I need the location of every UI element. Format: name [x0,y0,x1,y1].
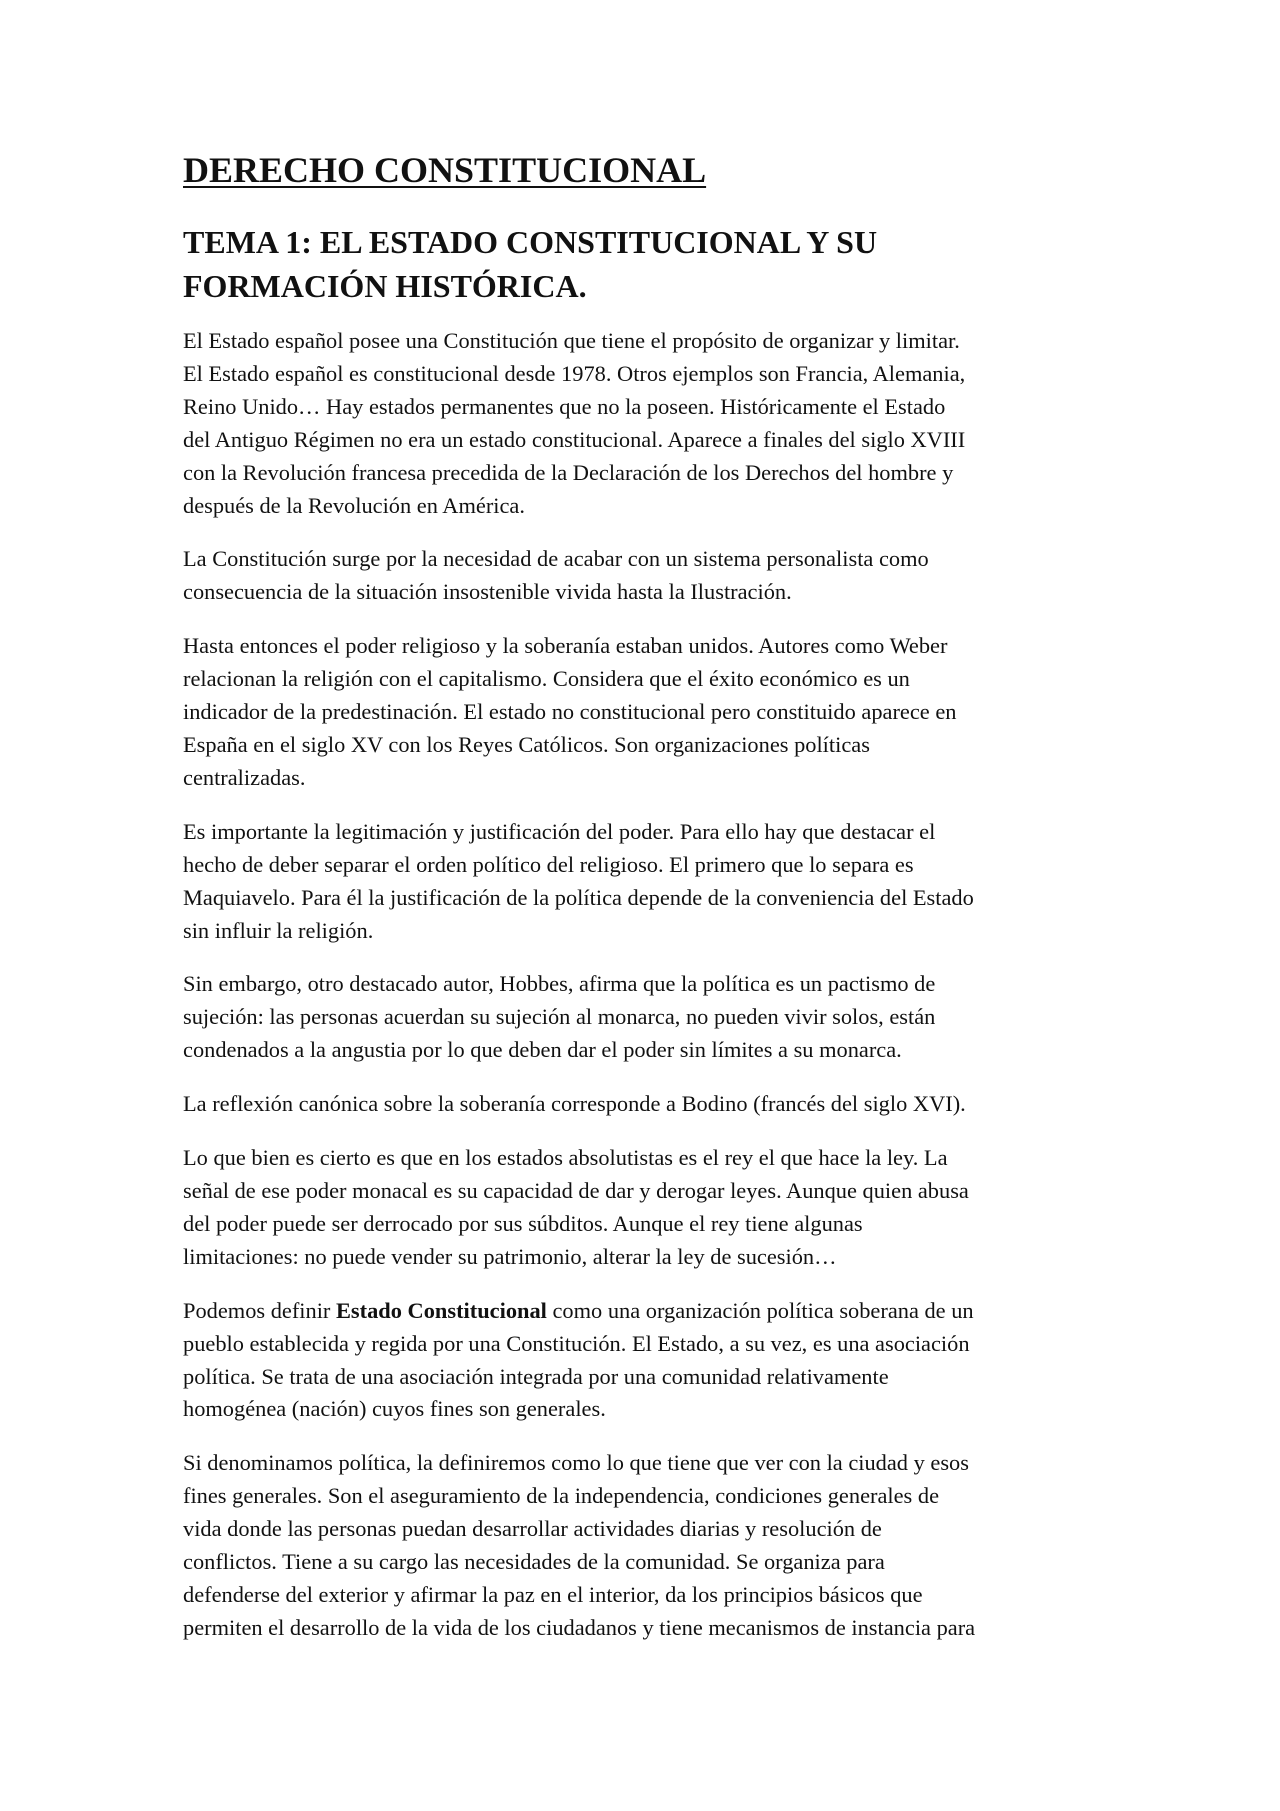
text-line: señal de ese poder monacal es su capacidad de dar y derogar leyes. Aunque quien abusa [183,1177,969,1203]
text-line: homogénea (nación) cuyos fines son generales. [183,1396,606,1422]
paragraph [183,1142,1108,1274]
paragraph [183,543,1108,609]
paragraph [183,1447,1108,1644]
text-line: Maquiavelo. Para él la justificación de la política depende de la conveniencia del Estado [183,884,974,910]
paragraph [183,968,1108,1067]
text-line: pueblo establecida y regida por una Constitución. El Estado, a su vez, es una asociación [183,1330,970,1356]
text-line: Reino Unido… Hay estados permanentes que no la poseen. Históricamente el Estado [183,393,946,419]
text-line: vida donde las personas puedan desarrollar actividades diarias y resolución de [183,1516,882,1542]
text-line: conflictos. Tiene a su cargo las necesidades de la comunidad. Se organiza para [183,1549,885,1575]
text-line: sujeción: las personas acuerdan su sujeción al monarca, no pueden vivir solos, están [183,1004,936,1030]
text-line: La reflexión canónica sobre la soberanía corresponde a Bodino (francés del siglo XVI). [183,1091,966,1117]
text-run: como una organización política soberana de un [546,1297,974,1323]
text-line: Si denominamos política, la definiremos como lo que tiene que ver con la ciudad y esos [183,1450,969,1476]
text-line: consecuencia de la situación insostenible vivida hasta la Ilustración. [183,579,792,605]
document-body [183,325,1108,1645]
document-title: DERECHO CONSTITUCIONAL [183,150,707,190]
topic-heading-line-1: TEMA 1: EL ESTADO CONSTITUCIONAL Y SU [183,224,878,261]
text-line: con la Revolución francesa precedida de la Declaración de los Derechos del hombre y [183,459,954,485]
text-line: La Constitución surge por la necesidad de acabar con un sistema personalista como [183,546,929,572]
text-line: limitaciones: no puede vender su patrimonio, alterar la ley de sucesión… [183,1243,837,1269]
text-line: sin influir la religión. [183,917,374,943]
text-line: condenados a la angustia por lo que deben dar el poder sin límites a su monarca. [183,1037,902,1063]
text-line: después de la Revolución en América. [183,492,525,518]
text-line: España en el siglo XV con los Reyes Católicos. Son organizaciones políticas [183,732,870,758]
paragraph [183,816,1108,948]
bold-term: Estado Constitucional [336,1297,547,1323]
document-page [183,150,1108,1666]
text-line: relacionan la religión con el capitalismo. Considera que el éxito económico es un [183,666,910,692]
text-run: Podemos definir [183,1297,336,1323]
text-line: defenderse del exterior y afirmar la paz en el interior, da los principios básicos que [183,1581,923,1607]
topic-heading-line-2: FORMACIÓN HISTÓRICA. [183,268,587,305]
paragraph [183,325,1108,522]
text-line: Lo que bien es cierto es que en los estados absolutistas es el rey el que hace la ley. La [183,1145,948,1171]
text-line: Es importante la legitimación y justificación del poder. Para ello hay que destacar el [183,818,936,844]
text-line [183,1295,1108,1328]
text-line: El Estado español es constitucional desde 1978. Otros ejemplos son Francia, Alemania, [183,360,966,386]
topic-heading [183,221,1108,309]
text-line: indicador de la predestinación. El estado no constitucional pero constituido aparece en [183,699,957,725]
paragraph [183,630,1108,795]
text-line: centralizadas. [183,764,306,790]
text-line: fines generales. Son el aseguramiento de la independencia, condiciones generales de [183,1483,940,1509]
text-line: del poder puede ser derrocado por sus súbditos. Aunque el rey tiene algunas [183,1210,863,1236]
text-line: del Antiguo Régimen no era un estado constitucional. Aparece a finales del siglo XVIII [183,426,966,452]
paragraph [183,1088,1108,1121]
text-line: Hasta entonces el poder religioso y la soberanía estaban unidos. Autores como Weber [183,633,948,659]
text-line: permiten el desarrollo de la vida de los ciudadanos y tiene mecanismos de instancia para [183,1614,976,1640]
paragraph [183,1295,1108,1427]
text-line: El Estado español posee una Constitución que tiene el propósito de organizar y limitar. [183,328,960,354]
text-line: Sin embargo, otro destacado autor, Hobbes, afirma que la política es un pactismo de [183,971,936,997]
text-line: hecho de deber separar el orden político del religioso. El primero que lo separa es [183,851,914,877]
text-line: política. Se trata de una asociación integrada por una comunidad relativamente [183,1363,889,1389]
